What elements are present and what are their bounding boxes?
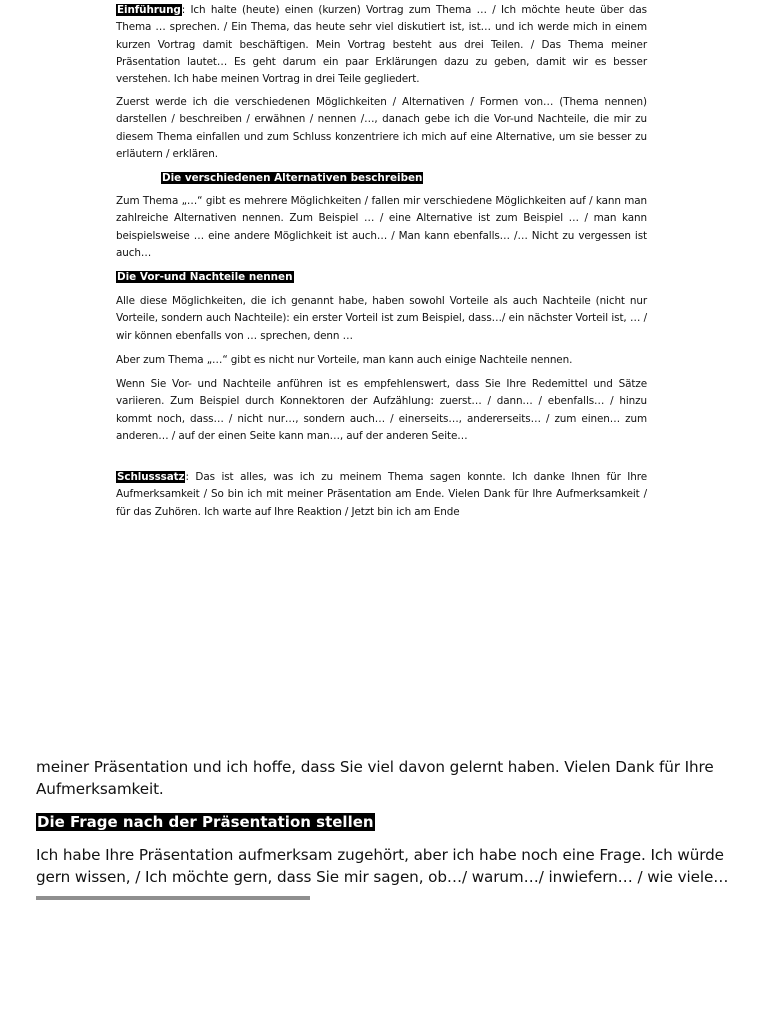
alternatives-heading <box>161 171 423 186</box>
question-paragraph: Ich habe Ihre Präsentation aufmerksam zugehört, aber ich habe noch eine Frage. Ich würde gern wissen, / Ich möchte gern, dass Sie mir sagen, ob…/ warum…/ inwiefern… / wie viele… <box>36 846 729 886</box>
alternatives-heading-text: Die verschiedenen Alternativen beschreiben <box>162 172 423 184</box>
closing-label: Schlusssatz <box>117 471 185 483</box>
closing-paragraph <box>116 469 647 521</box>
pros-cons-heading <box>116 270 294 285</box>
intro-paragraph <box>116 2 647 88</box>
alternatives-paragraph: Zum Thema „…“ gibt es mehrere Möglichkeiten / fallen mir verschiedene Möglichkeiten auf / kann man zahlreiche Alternativen nennen. Zum Beispiel … / eine Alternative ist zum Beispiel … / man kann beispielsweise … eine andere Möglichkeit ist auch… / Man kann ebenfalls… /… Nicht zu vergessen ist auch… <box>116 195 647 259</box>
intro-label: Einführung <box>117 4 181 16</box>
intro-text: : Ich halte (heute) einen (kurzen) Vortrag zum Thema … / Ich möchte heute über das Thema … sprechen. / Ein Thema, das heute sehr viel diskutiert ist, ist… und ich werde mich in einem kurzen Vortrag damit beschäftigen. Mein Vortrag besteht aus drei Teilen. / Das Thema meiner Präsentation lautet… Es geht darum ein paar Erklärungen dazu zu geben, damit wir es besser verstehen. Ich habe meinen Vortrag in drei Teile gegliedert. <box>116 4 647 86</box>
pros-cons-paragraph-1: Alle diese Möglichkeiten, die ich genannt habe, haben sowohl Vorteile als auch Nachteile (nicht nur Vorteile, sondern auch Nachteile): ein erster Vorteil ist zum Beispiel, dass…/ ein nächster Vorteil ist, … / wir können ebenfalls von … sprechen, denn … <box>116 295 647 342</box>
question-heading-text: Die Frage nach der Präsentation stellen <box>37 813 374 831</box>
structure-paragraph: Zuerst werde ich die verschiedenen Möglichkeiten / Alternativen / Formen von… (Thema nennen) darstellen / beschreiben / erwähnen / nennen /…, danach gebe ich die Vor-und Nachteile, die mir zu diesem Thema einfallen und zum Schluss konzentriere ich mich auf eine Alternative, um sie besser zu erläutern / erklären. <box>116 96 647 160</box>
pros-cons-paragraph-2: Aber zum Thema „…“ gibt es nicht nur Vorteile, man kann auch einige Nachteile nennen. <box>116 354 573 366</box>
continuation-paragraph: meiner Präsentation und ich hoffe, dass Sie viel davon gelernt haben. Vielen Dank für Ihre Aufmerksamkeit. <box>36 758 714 798</box>
divider-line <box>36 896 310 900</box>
pros-cons-heading-text: Die Vor-und Nachteile nennen <box>117 271 293 283</box>
question-heading <box>36 812 375 832</box>
closing-text: : Das ist alles, was ich zu meinem Thema sagen konnte. Ich danke Ihnen für Ihre Aufmerksamkeit / So bin ich mit meiner Präsentation am Ende. Vielen Dank für Ihre Aufmerksamkeit / für das Zuhören. Ich warte auf Ihre Reaktion / Jetzt bin ich am Ende <box>116 471 647 518</box>
pros-cons-paragraph-3: Wenn Sie Vor- und Nachteile anführen ist es empfehlenswert, dass Sie Ihre Redemittel und Sätze variieren. Zum Beispiel durch Konnektoren der Aufzählung: zuerst… / dann… / ebenfalls… / hinzu kommt noch, dass… / nicht nur…, sondern auch… / einerseits…, andererseits… / zum einen… zum anderen… / auf der einen Seite kann man…, auf der anderen Seite… <box>116 378 647 442</box>
